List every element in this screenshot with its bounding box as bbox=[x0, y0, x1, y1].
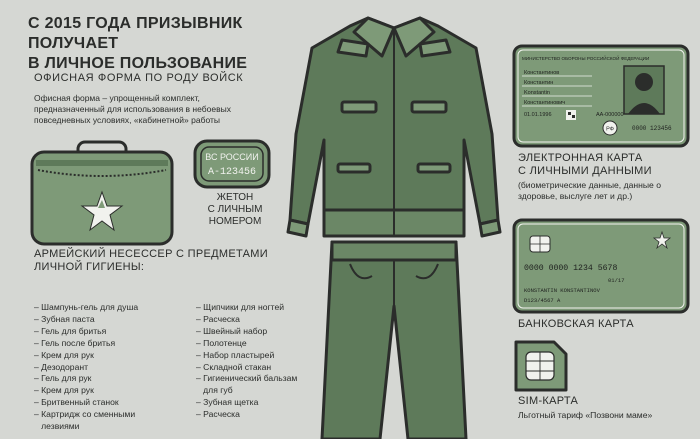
toiletry-bag-illustration bbox=[28, 140, 176, 246]
id-date: 01.01.1996 bbox=[524, 112, 552, 118]
token-line-2: А-123456 bbox=[207, 167, 257, 178]
title-line-2: В ЛИЧНОЕ ПОЛЬЗОВАНИЕ bbox=[28, 55, 248, 72]
token-caption-1: ЖЕТОН bbox=[216, 192, 254, 203]
list-item: – Расческа bbox=[196, 409, 297, 421]
list-item: – Зубная щетка bbox=[196, 397, 297, 409]
list-item: – Щипчики для ногтей bbox=[196, 302, 297, 314]
kit-heading bbox=[34, 248, 274, 274]
bank-card-holder: KONSTANTIN KONSTANTINOV bbox=[524, 287, 600, 294]
kit-heading-1: АРМЕЙСКИЙ НЕСЕССЕР С ПРЕДМЕТАМИ bbox=[34, 248, 268, 260]
title-line-1: С 2015 ГОДА ПРИЗЫВНИК ПОЛУЧАЕТ bbox=[28, 15, 243, 52]
token-caption-2: С ЛИЧНЫМ bbox=[207, 204, 263, 215]
id-field-1: Константинов bbox=[524, 70, 560, 76]
list-item: – Швейный набор bbox=[196, 326, 297, 338]
chip-icon bbox=[530, 236, 550, 252]
list-item: для губ bbox=[203, 385, 233, 396]
id-field-2: Константин bbox=[524, 80, 554, 86]
office-uniform-description: Офисная форма – упрощенный комплект, предназначенный для использования в небоевых повседневных условиях, «кабинетной» работы bbox=[34, 93, 231, 125]
list-item: – Зубная паста bbox=[34, 314, 138, 326]
list-item: – Складной стакан bbox=[196, 362, 297, 374]
bank-card-expiry: 01/17 bbox=[608, 277, 625, 284]
bank-card-illustration bbox=[512, 218, 690, 314]
token-line-1: ВС РОССИИ bbox=[205, 152, 259, 162]
list-item: – Картридж со сменными bbox=[34, 409, 138, 421]
list-item: – Крем для рук bbox=[34, 385, 138, 397]
bank-card-number: 0000 0000 1234 5678 bbox=[524, 264, 618, 273]
list-item: – Гель для бритья bbox=[34, 326, 138, 338]
id-card-title bbox=[518, 152, 688, 178]
token-caption-3: НОМЕРОМ bbox=[208, 216, 262, 227]
list-item: – Расческа bbox=[196, 314, 297, 326]
bank-card-title: БАНКОВСКАЯ КАРТА bbox=[518, 318, 634, 330]
id-field-4: Константинович bbox=[524, 100, 566, 106]
list-item: – Шампунь-гель для душа bbox=[34, 302, 138, 314]
list-item: лезвиями bbox=[41, 421, 80, 432]
list-item: – Крем для рук bbox=[34, 350, 138, 362]
list-item: – Набор пластырей bbox=[196, 350, 297, 362]
sim-chip-icon bbox=[526, 352, 554, 380]
list-item: – Гель после бритья bbox=[34, 338, 138, 350]
sim-card-illustration bbox=[514, 340, 568, 392]
office-uniform-illustration bbox=[280, 14, 505, 439]
kit-heading-2: ЛИЧНОЙ ГИГИЕНЫ: bbox=[34, 261, 145, 273]
id-card-description: (биометрические данные, данные о здоровье, выслуге лет и др.) bbox=[518, 180, 661, 201]
sim-card-description: Льготный тариф «Позвони маме» bbox=[518, 410, 653, 420]
id-number: АА-000000 bbox=[596, 112, 624, 118]
list-item: – Дезодорант bbox=[34, 362, 138, 374]
token-caption bbox=[190, 192, 280, 228]
list-item: – Бритвенный станок bbox=[34, 397, 138, 409]
id-card-number: 0000 123456 bbox=[632, 125, 672, 132]
sim-card-title: SIM-КАРТА bbox=[518, 395, 579, 407]
id-code-badge: РФ bbox=[606, 126, 614, 133]
list-item: – Гигиенический бальзам bbox=[196, 373, 297, 385]
office-uniform-heading: ОФИСНАЯ ФОРМА ПО РОДУ ВОЙСК bbox=[34, 72, 244, 84]
id-card-title-1: ЭЛЕКТРОННАЯ КАРТА bbox=[518, 152, 643, 164]
list-item: – Полотенце bbox=[196, 338, 297, 350]
kit-list-left bbox=[34, 302, 138, 433]
id-field-3: Konstantin bbox=[524, 90, 550, 96]
dog-tag-illustration bbox=[192, 138, 272, 190]
id-card-illustration bbox=[512, 44, 690, 148]
id-card-header: МИНИСТЕРСТВО ОБОРОНЫ РОССИЙСКОЙ ФЕДЕРАЦИИ bbox=[522, 56, 650, 61]
id-card-title-2: С ЛИЧНЫМИ ДАННЫМИ bbox=[518, 165, 652, 177]
list-item: – Гель для рук bbox=[34, 373, 138, 385]
bank-card-account: D123/4567 A bbox=[524, 297, 561, 304]
